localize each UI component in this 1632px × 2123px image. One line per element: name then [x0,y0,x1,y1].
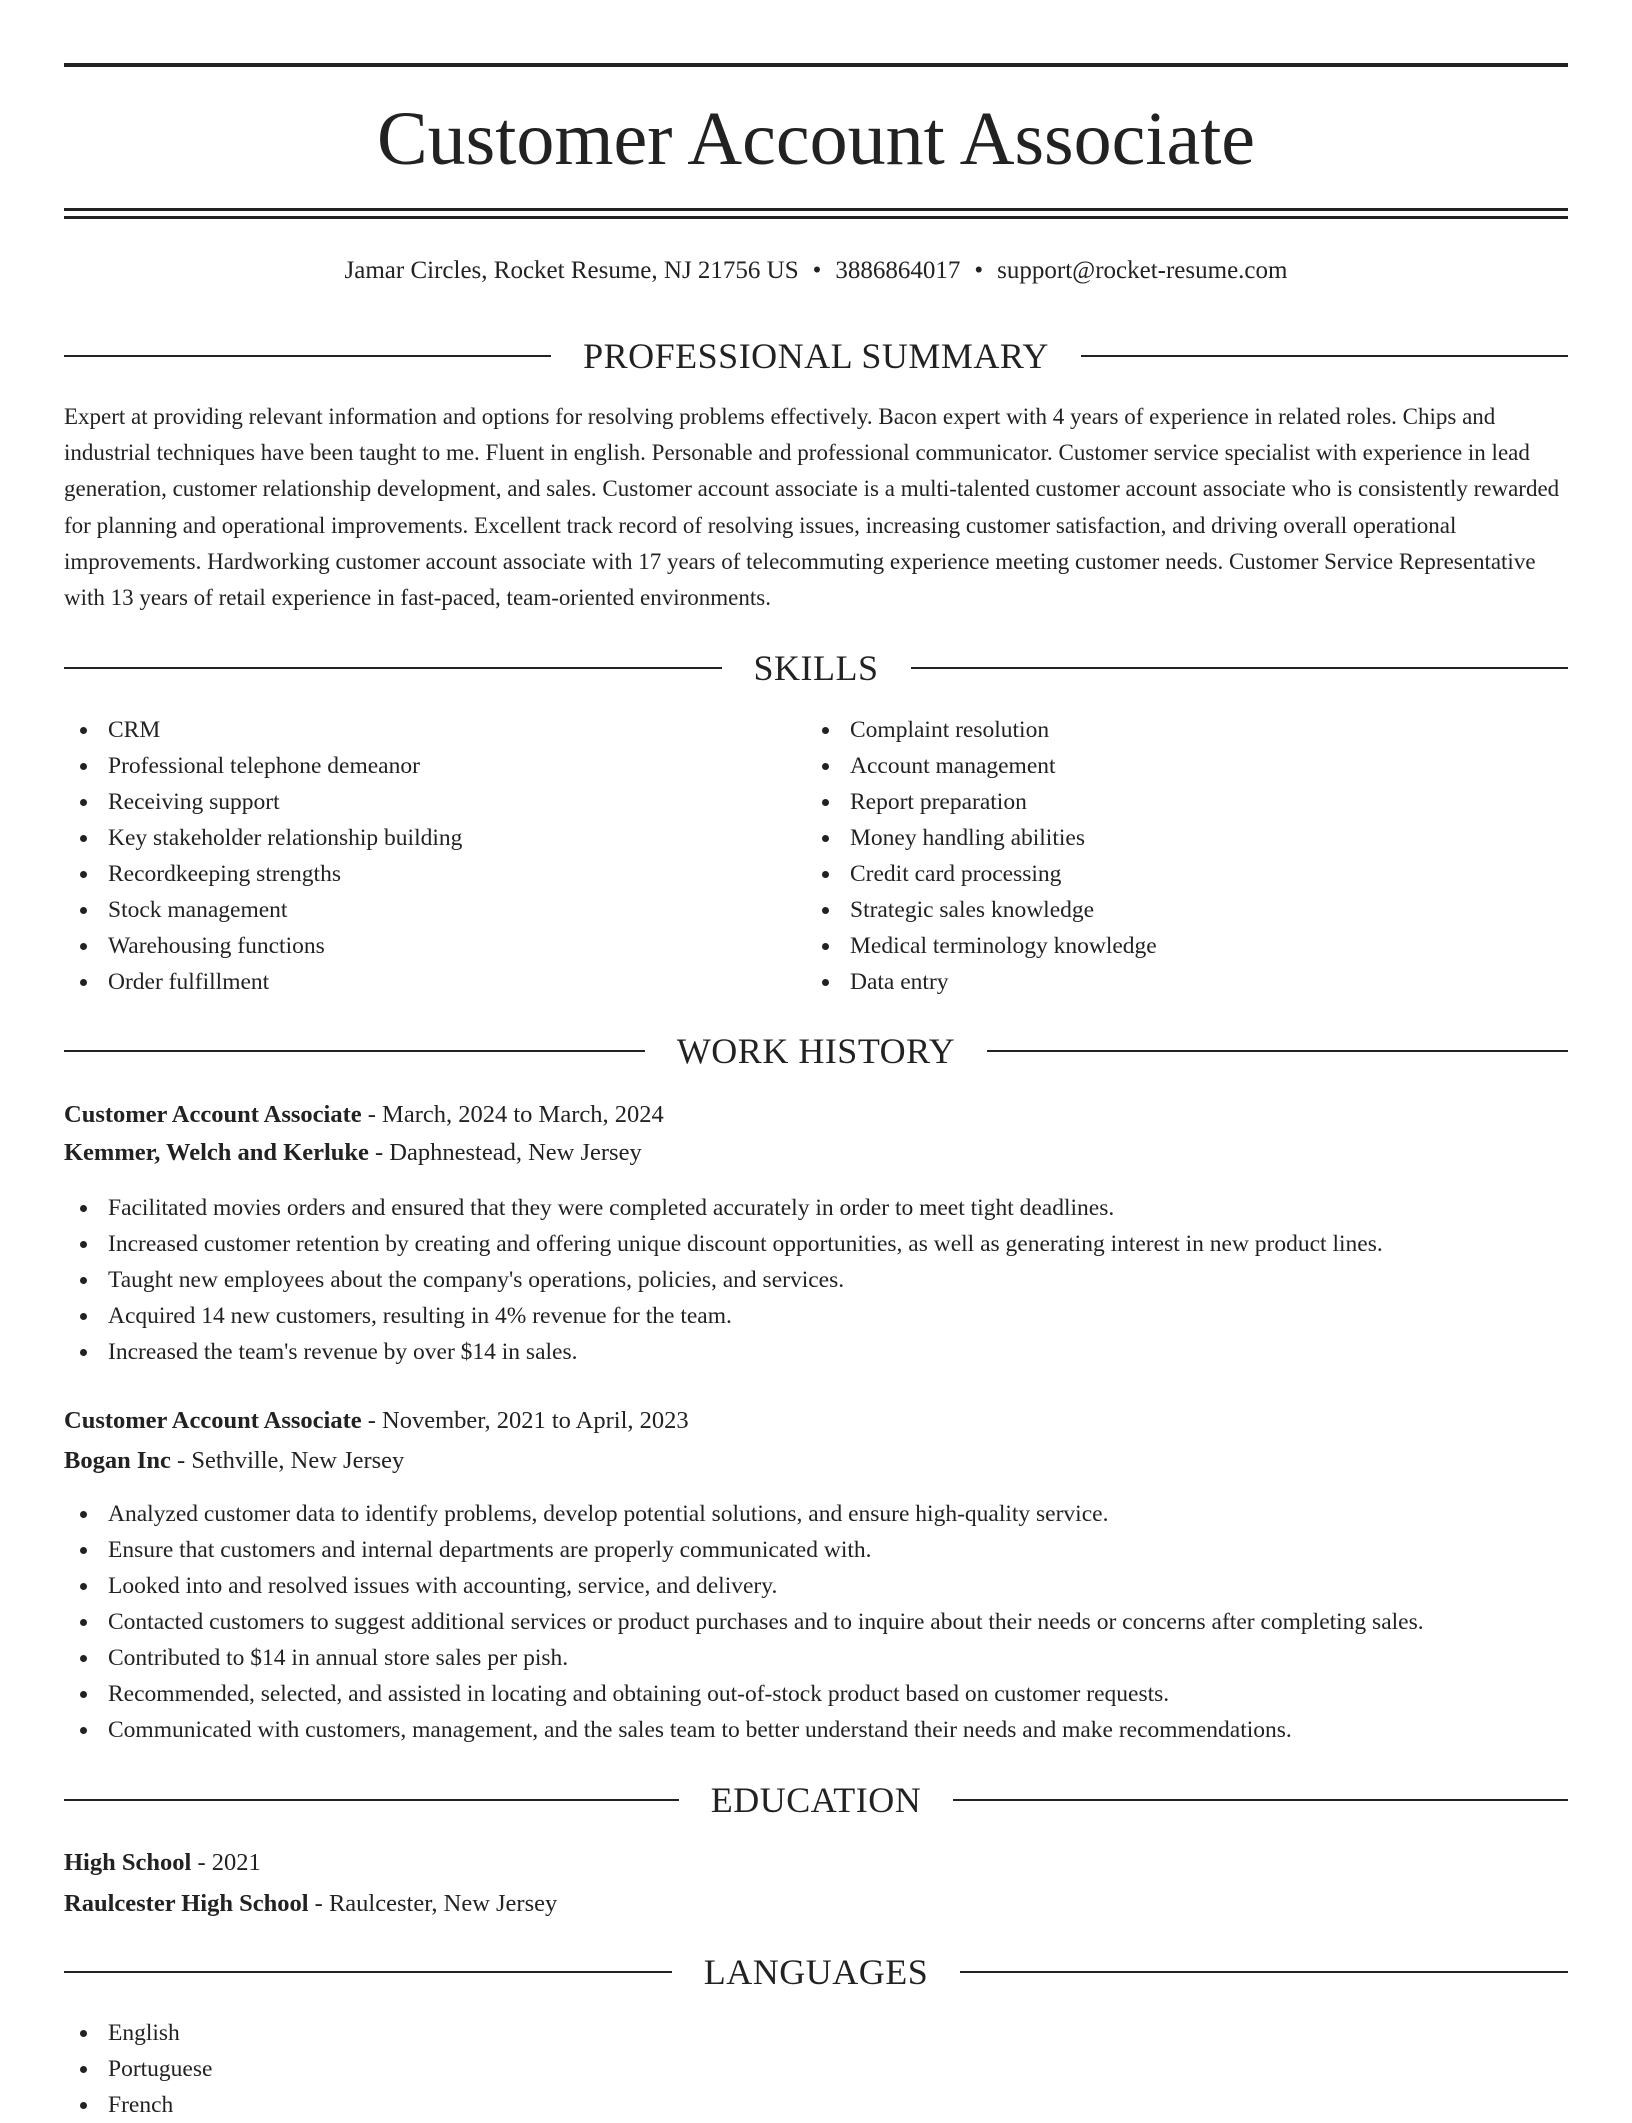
education-school: Raulcester High School [64,1890,309,1917]
skill-item: Report preparation [806,784,1157,820]
skill-item: Medical terminology knowledge [806,928,1157,964]
skill-item: Strategic sales knowledge [806,892,1157,928]
job-bullet: Taught new employees about the company's operations, policies, and services. [64,1262,1383,1298]
job-bullet: Looked into and resolved issues with accounting, service, and delivery. [64,1568,1424,1604]
skills-heading-label: SKILLS [753,648,879,688]
job-bullet: Ensure that customers and internal departments are properly communicated with. [64,1532,1424,1568]
job-company: Bogan Inc [64,1447,171,1474]
languages-heading [64,1952,1568,1992]
heading-rule [64,667,722,669]
job-bullet: Contacted customers to suggest additional services or product purchases and to inquire about their needs or concerns after completing sales. [64,1604,1424,1640]
skill-item: CRM [64,712,462,748]
job-title: Customer Account Associate [64,1407,362,1434]
header-bottom-rule [64,208,1568,211]
skill-item: Money handling abilities [806,820,1157,856]
job-bullet: Acquired 14 new customers, resulting in 4% revenue for the team. [64,1298,1383,1334]
job-bullet: Increased customer retention by creating and offering unique discount opportunities, as well as generating interest in new product lines. [64,1226,1383,1262]
languages-list [64,2015,212,2123]
contact-address: Jamar Circles, Rocket Resume, NJ 21756 US [344,257,799,284]
skill-item: Account management [806,748,1157,784]
job-company-line: Kemmer, Welch and Kerluke - Daphnestead, New Jersey [64,1139,642,1166]
heading-rule [1081,355,1568,357]
education-heading [64,1780,1568,1820]
job-bullet: Communicated with customers, management, and the sales team to better understand their needs and make recommendations. [64,1712,1424,1748]
skill-item: Receiving support [64,784,462,820]
job-title-line: Customer Account Associate - March, 2024 to March, 2024 [64,1101,664,1128]
heading-rule [987,1050,1568,1052]
contact-phone: 3886864017 [835,257,961,284]
contact-separator: • [974,257,984,284]
skill-item: Stock management [64,892,462,928]
language-item: Portuguese [64,2051,212,2087]
skill-item: Key stakeholder relationship building [64,820,462,856]
heading-rule [960,1971,1568,1973]
skill-item: Professional telephone demeanor [64,748,462,784]
resume-page [64,0,1568,2118]
skill-item: Order fulfillment [64,964,462,1000]
resume-title: Customer Account Associate [376,97,1256,181]
skill-item: Data entry [806,964,1157,1000]
heading-rule [911,667,1569,669]
summary-text: Expert at providing relevant information and options for resolving problems effectively. Bacon expert with 4 years of experience in related roles. Chips and industrial techniques have been taught to me. Fluent in english. Personable and professional communicator. Customer service specialist with experience in lead generation, customer relationship development, and sales. Customer account associate is a multi-talented customer account associate who is consistently rewarded for planning and operational improvements. Excellent track record of resolving issues, increasing customer satisfaction, and driving overall operational improvements. Hardworking customer account associate with 17 years of telecommuting experience meeting customer needs. Customer Service Representative with 13 years of retail experience in fast-paced, team-oriented environments. [64,404,1560,611]
work-heading [64,1031,1568,1071]
skills-list-right [806,712,1157,1000]
education-degree: High School [64,1849,192,1876]
education-heading-label: EDUCATION [710,1780,922,1820]
heading-rule [64,355,551,357]
job-bullets [64,1496,1424,1748]
skills-heading [64,648,1568,688]
education-school-line: Raulcester High School - Raulcester, New Jersey [64,1890,558,1917]
job-bullet: Analyzed customer data to identify problems, develop potential solutions, and ensure high-quality service. [64,1496,1424,1532]
job-title-line: Customer Account Associate - November, 2021 to April, 2023 [64,1407,689,1434]
education-degree-line: High School - 2021 [64,1849,261,1876]
job-location: Daphnestead, New Jersey [389,1139,642,1166]
skill-item: Credit card processing [806,856,1157,892]
summary-heading [64,336,1568,376]
header-top-rule [64,63,1568,67]
job-bullet: Increased the team's revenue by over $14 in sales. [64,1334,1383,1370]
language-item: English [64,2015,212,2051]
job-title: Customer Account Associate [64,1101,362,1128]
education-location: Raulcester, New Jersey [328,1890,558,1917]
skills-list-left [64,712,462,1000]
job-bullet: Contributed to $14 in annual store sales per pish. [64,1640,1424,1676]
header-bottom-rule-2 [64,216,1568,219]
heading-rule [64,1971,672,1973]
job-bullet: Recommended, selected, and assisted in locating and obtaining out-of-stock product based on customer requests. [64,1676,1424,1712]
heading-rule [953,1799,1568,1801]
job-bullet: Facilitated movies orders and ensured that they were completed accurately in order to meet tight deadlines. [64,1190,1383,1226]
skill-item: Complaint resolution [806,712,1157,748]
job-bullets [64,1190,1383,1370]
job-company: Kemmer, Welch and Kerluke [64,1139,369,1166]
contact-email: support@rocket-resume.com [997,257,1288,284]
heading-rule [64,1050,645,1052]
languages-heading-label: LANGUAGES [703,1952,929,1992]
summary-heading-label: PROFESSIONAL SUMMARY [583,336,1049,376]
work-heading-label: WORK HISTORY [676,1031,956,1071]
education-year: 2021 [211,1849,261,1876]
contact-separator: • [812,257,822,284]
skill-item: Recordkeeping strengths [64,856,462,892]
job-dates: March, 2024 to March, 2024 [382,1101,664,1128]
language-item: French [64,2087,212,2123]
job-dates: November, 2021 to April, 2023 [382,1407,689,1434]
skill-item: Warehousing functions [64,928,462,964]
job-company-line: Bogan Inc - Sethville, New Jersey [64,1447,405,1474]
job-location: Sethville, New Jersey [191,1447,405,1474]
contact-line [64,254,1568,288]
heading-rule [64,1799,679,1801]
